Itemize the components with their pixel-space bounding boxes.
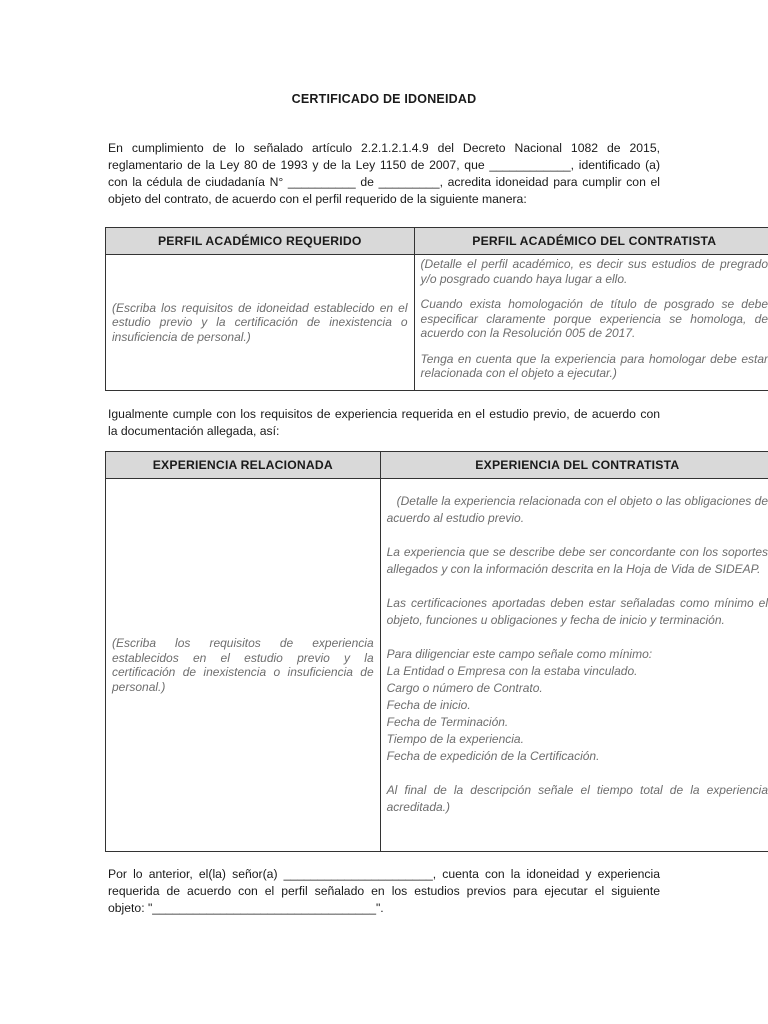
experience-total-text: Al final de la descripción señale el tiempo total de la experiencia acreditada.) [386,783,768,814]
closing-paragraph [108,866,660,917]
middle-line: la documentación allegada, así: [108,424,280,438]
experience-list-item: Para diligenciar este campo señale como mínimo: [386,647,653,661]
intro-paragraph [108,140,660,208]
experience-required-text: (Escriba los requisitos de experiencia establecidos en el estudio previo y la certificación de inexistencia o insuficiencia de personal.) [112,636,374,694]
closing-line: objeto: "_________________________________". [108,901,384,915]
intro-line: reglamentario de la Ley 80 de 1993 y de la Ley 1150 de 2007, que ____________, identificado (a) [108,158,660,172]
experience-contractor-cell[interactable] [380,479,768,852]
experience-detail-text: (Detalle la experiencia relacionada con el objeto o las obligaciones de acuerdo al estudio previo. [386,494,768,525]
experience-list-item: Tiempo de la experiencia. [386,732,524,746]
academic-contractor-header: PERFIL ACADÉMICO DEL CONTRATISTA [414,228,768,255]
closing-line: requerida de acuerdo con el perfil señalado en los estudios previos para ejecutar el siguiente [108,884,660,898]
academic-profile-table [105,227,768,391]
academic-required-text: (Escriba los requisitos de idoneidad establecido en el estudio previo y la certificación de inexistencia o insuficiencia de personal.) [112,300,408,344]
intro-line: objeto del contrato, de acuerdo con el perfil requerido de la siguiente manera: [108,192,527,206]
closing-line: Por lo anterior, el(la) señor(a) ______________________, cuenta con la idoneidad y experiencia [108,867,660,881]
experience-list-item: La Entidad o Empresa con la estaba vinculado. [386,664,638,678]
experience-related-header: EXPERIENCIA RELACIONADA [106,452,381,479]
academic-detail-text: (Detalle el perfil académico, es decir sus estudios de pregrado y/o posgrado cuando haya lugar a ello. [420,257,768,286]
middle-paragraph [108,406,660,440]
academic-note-text: Tenga en cuenta que la experiencia para homologar debe estar relacionada con el objeto a ejecutar.) [420,351,768,380]
academic-contractor-cell[interactable] [414,255,768,391]
intro-line: En cumplimiento de lo señalado artículo 2.2.1.2.1.4.9 del Decreto Nacional 1082 de 2015, [108,141,660,155]
experience-table [105,451,768,852]
experience-list-item: Fecha de expedición de la Certificación. [386,749,600,763]
experience-contractor-header: EXPERIENCIA DEL CONTRATISTA [380,452,768,479]
intro-line: con la cédula de ciudadanía N° __________ de _________, acredita idoneidad para cumplir con el [108,175,660,189]
document-title: CERTIFICADO DE IDONEIDAD [291,92,477,106]
experience-list-item: Fecha de inicio. [386,698,471,712]
experience-list-item: Fecha de Terminación. [386,715,509,729]
academic-homologation-text: Cuando exista homologación de título de posgrado se debe especificar claramente porque experiencia se homologa, de acuerdo con la Resolución 005 de 2017. [420,297,768,340]
academic-required-cell[interactable] [106,255,415,391]
experience-list-item: Cargo o número de Contrato. [386,681,543,695]
middle-line: Igualmente cumple con los requisitos de experiencia requerida en el estudio previo, de acuerdo con [108,407,660,421]
experience-related-cell[interactable] [106,479,381,852]
experience-consistency-text: La experiencia que se describe debe ser concordante con los soportes allegados y con la información descrita en la Hoja de Vida de SIDEAP. [386,545,768,576]
experience-certifications-text: Las certificaciones aportadas deben estar señaladas como mínimo el objeto, funciones u obligaciones y fecha de inicio y terminación. [386,596,768,627]
academic-required-header: PERFIL ACADÉMICO REQUERIDO [106,228,415,255]
